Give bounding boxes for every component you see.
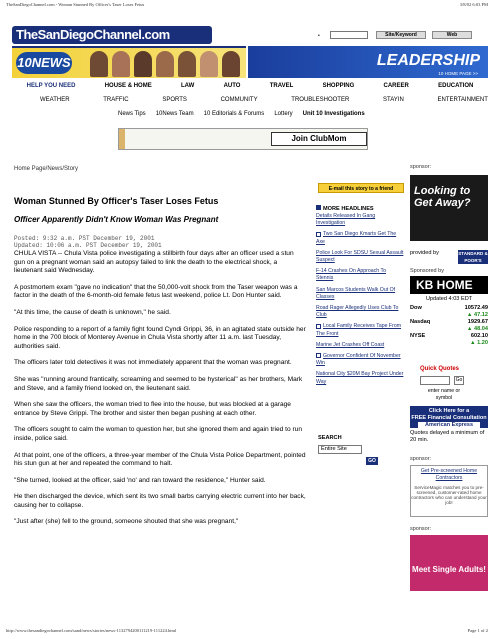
stock-quotes (410, 296, 488, 347)
article-paragraph: The officers sought to calm the woman to question her, but she ignored them and again tried to run inside, police said. (14, 426, 302, 442)
print-header (6, 2, 488, 10)
sponsor-label: sponsor: (410, 456, 432, 462)
nav-house-home[interactable]: HOUSE & HOME (104, 83, 152, 89)
more-headlines (316, 205, 404, 390)
free-report-line2: FREE Financial Consultation (411, 414, 487, 421)
quote-change: ▲ 1.20 (470, 340, 488, 346)
nav-news-tips[interactable]: News Tips (118, 111, 146, 117)
provided-by-label: provided by (410, 250, 439, 256)
quote-name: Dow (410, 305, 422, 311)
quote-value: 10572.49 (464, 305, 488, 311)
nav-weather[interactable]: WEATHER (40, 97, 70, 103)
article-subhead: Officer Apparently Didn't Know Woman Was Pregnant (14, 215, 219, 224)
nav-shopping[interactable]: SHOPPING (322, 83, 355, 89)
anchor-photo (134, 51, 152, 77)
site-search-label: SEARCH (318, 435, 342, 441)
web-search-button[interactable]: Web (432, 31, 472, 39)
servicemagic-link[interactable]: Get Pre-screened Home Contractors (420, 468, 478, 481)
nav-education[interactable]: EDUCATION (438, 83, 474, 89)
nav-lottery[interactable]: Lottery (274, 111, 293, 117)
article-headline: Woman Stunned By Officer's Taser Loses Fetus (14, 196, 219, 206)
quote-row (410, 319, 488, 333)
headline-link-text: Governor Confident Of November Win (316, 353, 401, 367)
article-paragraph: "She turned, looked at the officer, said 'no' and ran toward the residence," Hunter said. (14, 476, 266, 484)
quick-quotes-go-button[interactable]: Go (455, 377, 463, 383)
anchor-photo (90, 51, 108, 77)
quote-value: 1929.67 (467, 319, 488, 325)
more-headlines-label: MORE HEADLINES (323, 206, 374, 212)
quick-quotes-title: Quick Quotes (420, 366, 460, 372)
leadership-ad-title: LEADERSHIP (376, 52, 480, 69)
free-report-line1: Click Here for a (428, 408, 470, 414)
more-headlines-title (316, 205, 404, 213)
secondary-nav (40, 97, 488, 107)
article-paragraph: He then discharged the device, which sent its two small barbs carrying electric current into her back, causing her to collapse. (14, 493, 306, 509)
nav-news-team[interactable]: 10News Team (155, 111, 194, 117)
square-bullet-icon (316, 205, 321, 210)
meet-singles-ad[interactable]: Meet Single Adults! (410, 535, 488, 591)
site-logo[interactable]: TheSanDiegoChannel.com (12, 26, 212, 44)
article-paragraph: CHULA VISTA -- Chula Vista police investigating a stillbirth four days after an officer used a stun gun on a pregnant woman said an autopsy failed to link the death to the electrical shock, a lieutenant said Wednesday. (14, 250, 294, 275)
print-header-title: TheSanDiegoChannel.com - Woman Stunned By Officer's Taser Loses Fetus (6, 2, 145, 7)
nav-troubleshooter[interactable]: TROUBLESHOOTER (291, 97, 350, 103)
print-header-date: 3/8/02 6:03 PM (459, 2, 488, 7)
headline-link[interactable]: Details Released In Gang Investigation (316, 213, 376, 227)
anchor-photo (200, 51, 218, 77)
email-story-button[interactable]: E-mail this story to a friend (318, 183, 404, 193)
nav-entertainment[interactable]: ENTERTAINMENT (437, 97, 488, 103)
nav-stayin[interactable]: STAYIN (383, 97, 404, 103)
nav-traffic[interactable]: TRAFFIC (103, 97, 129, 103)
posted-time: Posted: 9:32 a.m. PST December 19, 2001 (14, 235, 155, 242)
headline-link[interactable]: National City $20M Bay Project Under Way (316, 371, 404, 385)
headline-link[interactable] (316, 353, 404, 367)
site-keyword-button[interactable]: Site/Keyword (376, 31, 426, 39)
servicemagic-text: ServiceMagic matches you to pre-screened, customer-rated home contractors who can understand your job! (411, 485, 487, 505)
print-footer (6, 628, 488, 636)
quote-row (410, 333, 488, 347)
quick-quotes-input[interactable] (420, 376, 450, 385)
quote-name: NYSE (410, 333, 426, 339)
nav-law[interactable]: LAW (180, 83, 195, 89)
article-paragraph: A postmortem exam "gave no indication" that the 50,000-volt shock from the Taser weapon was a factor in the death of the 6-month-old female fetus last weekend, police Lt. Don Hunter said. (14, 283, 298, 300)
nav-unit10[interactable]: Unit 10 Investigations (302, 111, 365, 117)
nav-auto[interactable]: AUTO (223, 83, 241, 89)
quote-value: 602.10 (470, 333, 488, 339)
quick-quotes-hint: enter name or symbol (427, 388, 461, 401)
tertiary-nav (118, 111, 365, 121)
nav-help[interactable]: HELP YOU NEED (26, 83, 76, 89)
anchor-photo (112, 51, 130, 77)
headline-link[interactable]: F-14 Crashes On Approach To Stennis (316, 268, 386, 282)
servicemagic-ad[interactable] (410, 465, 488, 517)
headline-link[interactable]: Road Rager Allegedly Uses Club To Club (316, 305, 399, 319)
headline-link-text: Two San Diego Kmarts Get The Axe (316, 231, 397, 245)
site-search-go-button[interactable]: GO (366, 457, 378, 465)
leadership-ad[interactable] (248, 46, 488, 78)
headline-link[interactable] (316, 231, 404, 245)
site-search-select[interactable]: Entire Site (318, 445, 362, 454)
nav-sports[interactable]: SPORTS (162, 97, 187, 103)
quote-name: Nasdaq (410, 319, 431, 325)
sponsor-label: sponsor: (410, 164, 432, 170)
article-meta (14, 235, 162, 249)
anchor-photo (222, 51, 240, 77)
nav-editorials[interactable]: 10 Editorials & Forums (203, 111, 265, 117)
sp-logo: STANDARD & POOR'S (458, 251, 488, 263)
article-body (14, 250, 306, 535)
quote-change: ▲ 48.04 (466, 326, 488, 332)
article-paragraph: She was "running around frantically, screaming and seemed to be hysterical" as her brothers, Mark and Steve, and a family friend looked on, the lieutenant said. (14, 375, 303, 392)
quote-change: ▲ 47.12 (466, 312, 488, 318)
anchor-photo (156, 51, 174, 77)
headline-link[interactable]: Marine Jet Crashes Off Coast (316, 341, 385, 348)
primary-nav (12, 83, 488, 93)
get-away-ad[interactable]: Looking to Get Away? (410, 175, 488, 241)
clubmom-ad[interactable] (118, 128, 368, 150)
free-report-ad[interactable] (410, 406, 488, 428)
top-search-input[interactable] (330, 31, 368, 39)
station-banner[interactable] (12, 46, 246, 78)
bullet-icon: • (318, 33, 320, 39)
site-search (318, 435, 404, 464)
amex-logo: American Express (418, 422, 480, 429)
article-paragraph: When she saw the officers, the woman tried to flee into the house, but was blocked at a garage entrance by Steve Grippi. The brother and sister then began pushing at each other. (14, 401, 291, 417)
print-footer-page: Page 1 of 2 (467, 628, 488, 633)
breadcrumb: Home Page/News/Story (14, 166, 79, 172)
provided-by (410, 250, 488, 263)
anchor-photo (178, 51, 196, 77)
nav-travel[interactable]: TRAVEL (269, 83, 294, 89)
video-icon (316, 324, 321, 329)
nav-career[interactable]: CAREER (383, 83, 409, 89)
article-paragraph: The officers later told detectives it was not immediately apparent that the woman was pregnant. (14, 359, 292, 367)
headline-link-text: Local Family Receives Tape From The Front (316, 323, 402, 337)
article-paragraph: Police responding to a report of a family fight found Cyndi Grippi, 36, in an agitated state outside her home in the 700 block of Monterey Avenue in Chula Vista shortly after 11 a.m. last Tuesday, authorities said. (14, 325, 306, 350)
ad-side-strip (119, 129, 125, 149)
article-paragraph: At that point, one of the officers, a three-year member of the Chula Vista Police Department, pointed his stun gun at her and repeated the command to halt. (14, 451, 306, 468)
quote-row (410, 305, 488, 319)
video-icon (316, 353, 321, 358)
sponsored-by-label: Sponsored by (410, 268, 444, 274)
headline-link[interactable] (316, 323, 404, 337)
headline-link[interactable]: San Marcos Students Walk Out Of Classes (316, 286, 396, 300)
print-footer-url: http://www.thesandiegochannel.com/sand/news/stories/news-1132794200111219-111224.html (6, 628, 177, 633)
join-clubmom-button[interactable]: Join ClubMom (271, 132, 367, 146)
nav-community[interactable]: COMMUNITY (220, 97, 258, 103)
article-paragraph: "At this time, the cause of death is unknown," he said. (14, 308, 171, 316)
top-search (318, 30, 488, 40)
updated-time: Updated: 10:06 a.m. PST December 19, 2001 (14, 242, 162, 249)
leadership-ad-sub: 10 HOME PAGE >> (438, 71, 478, 76)
quotes-updated: Updated 4:03 EDT (425, 296, 473, 302)
quotes-delay-note: Quotes delayed a minimum of 20 min. (410, 430, 485, 444)
sponsor-label: sponsor: (410, 526, 432, 532)
station-logo: 10NEWS (16, 52, 72, 74)
kb-home-logo[interactable]: KB HOME (410, 276, 488, 294)
article-paragraph: "Just after (she) fell to the ground, someone shouted that she was pregnant," (14, 518, 239, 526)
headline-link[interactable]: Police Look For SDSU Sexual Assault Suspect (316, 249, 404, 264)
video-icon (316, 232, 321, 237)
